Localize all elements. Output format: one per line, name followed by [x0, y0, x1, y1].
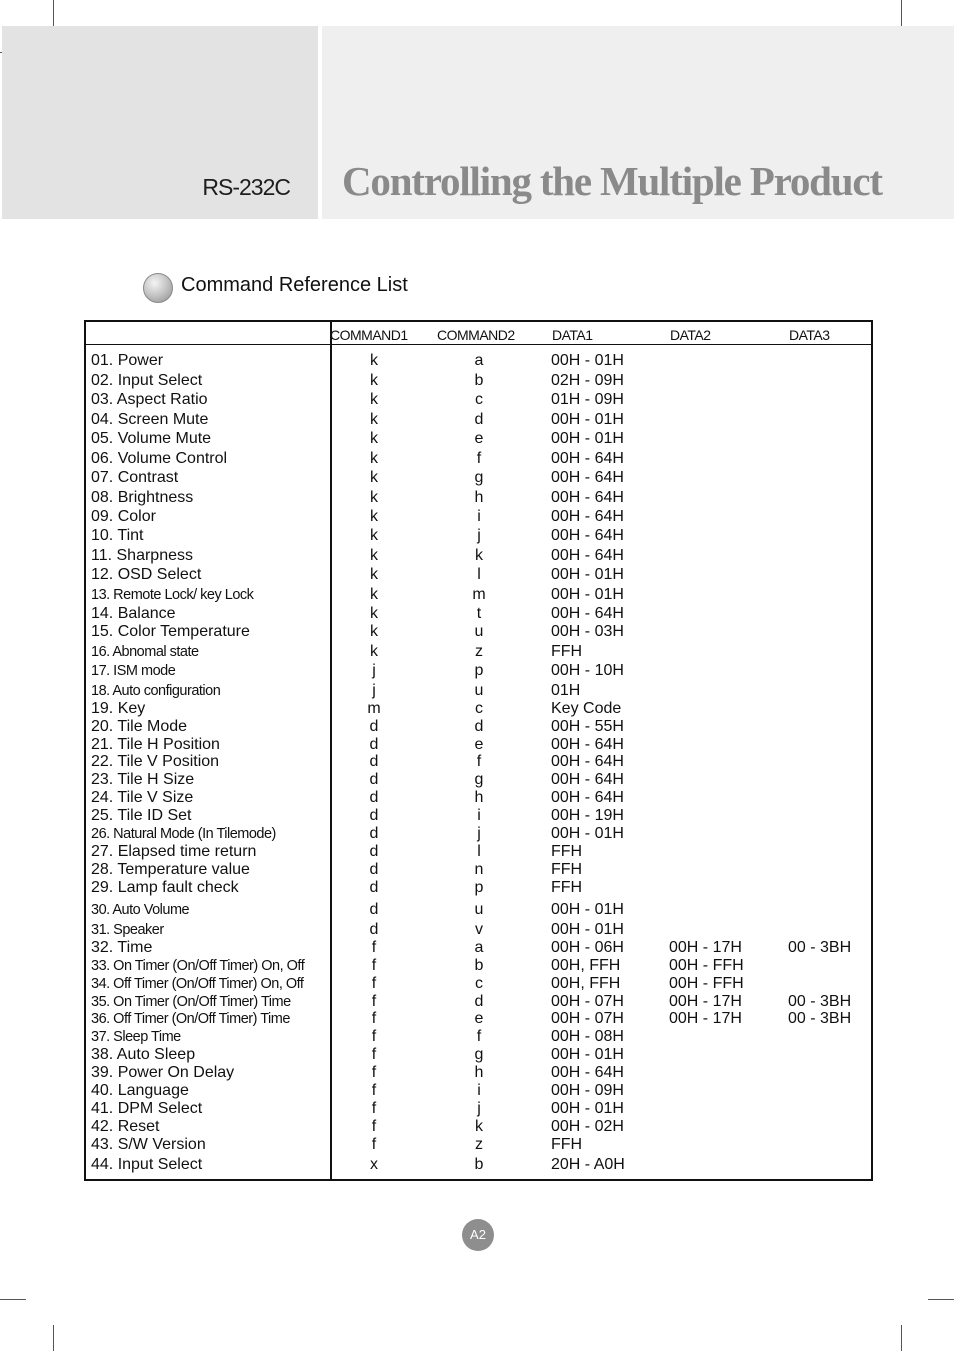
- header-divider: [86, 344, 871, 345]
- command2-value: k: [475, 1118, 483, 1135]
- data1-value: 00H - 64H: [551, 489, 624, 506]
- command1-value: k: [370, 489, 378, 506]
- data1-value: FFH: [551, 643, 583, 660]
- data1-value: 00H, FFH: [551, 957, 621, 974]
- data1-value: 00H - 07H: [551, 1010, 624, 1027]
- data1-value: FFH: [551, 861, 583, 878]
- command-name: 14. Balance: [91, 605, 176, 622]
- command-name: 36. Off Timer (On/Off Timer) Time: [91, 1011, 290, 1027]
- column-header-data2: DATA2: [670, 327, 711, 343]
- command2-value: f: [476, 753, 482, 770]
- crop-mark: [0, 1299, 26, 1300]
- data1-value: 00H - 64H: [551, 753, 624, 770]
- page-title: Controlling the Multiple Product: [342, 158, 882, 204]
- data2-value: 00H - 17H: [669, 993, 742, 1010]
- data1-value: 00H - 64H: [551, 771, 624, 788]
- command-name: 23. Tile H Size: [91, 771, 195, 788]
- command1-value: d: [369, 825, 379, 842]
- command2-value: k: [475, 547, 483, 564]
- command1-value: d: [369, 771, 379, 788]
- command2-value: l: [477, 566, 481, 583]
- command1-value: d: [369, 789, 379, 806]
- command1-value: f: [371, 1118, 377, 1135]
- command-name: 34. Off Timer (On/Off Timer) On, Off: [91, 976, 304, 992]
- command1-value: k: [370, 527, 378, 544]
- data1-value: FFH: [551, 879, 583, 896]
- crop-mark: [901, 0, 902, 26]
- command1-value: f: [371, 1046, 377, 1063]
- data1-value: 00H - 64H: [551, 736, 624, 753]
- data1-value: 00H - 55H: [551, 718, 624, 735]
- data2-value: 00H - 17H: [669, 939, 742, 956]
- command-name: 10. Tint: [91, 527, 144, 544]
- command1-value: d: [369, 753, 379, 770]
- command2-value: u: [474, 901, 484, 918]
- data1-value: 00H - 01H: [551, 352, 624, 369]
- command-name: 18. Auto configuration: [91, 683, 221, 699]
- command2-value: h: [474, 1064, 484, 1081]
- command1-value: k: [370, 372, 378, 389]
- data1-value: 00H - 64H: [551, 527, 624, 544]
- command-name: 15. Color Temperature: [91, 623, 250, 640]
- command1-value: f: [371, 975, 377, 992]
- data1-value: 00H - 01H: [551, 586, 624, 603]
- data1-value: 00H - 01H: [551, 1046, 624, 1063]
- command2-value: n: [474, 861, 484, 878]
- command2-value: i: [477, 1082, 481, 1099]
- command-name: 09. Color: [91, 508, 156, 525]
- command-name: 21. Tile H Position: [91, 736, 220, 753]
- command-name: 29. Lamp fault check: [91, 879, 239, 896]
- data1-value: Key Code: [551, 700, 622, 717]
- command-name: 06. Volume Control: [91, 450, 228, 467]
- command2-value: z: [475, 643, 483, 660]
- command2-value: h: [474, 789, 484, 806]
- data1-value: 00H - 10H: [551, 662, 624, 679]
- command2-value: j: [477, 825, 481, 842]
- command2-value: p: [474, 879, 484, 896]
- data1-value: 00H - 01H: [551, 901, 624, 918]
- command2-value: u: [474, 623, 484, 640]
- command1-value: d: [369, 807, 379, 824]
- command-name: 11. Sharpness: [91, 547, 193, 564]
- command-name: 41. DPM Select: [91, 1100, 203, 1117]
- column-divider: [330, 322, 332, 1179]
- command1-value: d: [369, 861, 379, 878]
- command1-value: k: [370, 430, 378, 447]
- command1-value: k: [370, 547, 378, 564]
- command2-value: d: [474, 411, 484, 428]
- header-left-panel: [2, 26, 318, 219]
- command1-value: d: [369, 843, 379, 860]
- command2-value: c: [475, 391, 483, 408]
- command2-value: e: [474, 736, 484, 753]
- command-name: 12. OSD Select: [91, 566, 202, 583]
- data1-value: 00H - 03H: [551, 623, 624, 640]
- command1-value: m: [367, 700, 381, 717]
- data1-value: 00H - 01H: [551, 430, 624, 447]
- command-name: 25. Tile ID Set: [91, 807, 192, 824]
- crop-mark: [53, 1325, 54, 1351]
- command2-value: t: [476, 605, 482, 622]
- column-header-data3: DATA3: [789, 327, 830, 343]
- command2-value: p: [474, 662, 484, 679]
- command1-value: d: [369, 921, 379, 938]
- command-table: [84, 320, 873, 1181]
- command-name: 16. Abnomal state: [91, 644, 199, 660]
- command1-value: k: [370, 643, 378, 660]
- data2-value: 00H - FFH: [669, 975, 744, 992]
- data1-value: FFH: [551, 1136, 583, 1153]
- command2-value: d: [474, 718, 484, 735]
- data1-value: 00H - 64H: [551, 469, 624, 486]
- crop-mark: [53, 0, 54, 26]
- command1-value: k: [370, 623, 378, 640]
- command2-value: i: [477, 508, 481, 525]
- data3-value: 00 - 3BH: [788, 939, 852, 956]
- command1-value: f: [371, 957, 377, 974]
- command2-value: g: [474, 469, 484, 486]
- command1-value: k: [370, 352, 378, 369]
- data1-value: 00H - 02H: [551, 1118, 624, 1135]
- command2-value: b: [474, 372, 484, 389]
- data1-value: 02H - 09H: [551, 372, 624, 389]
- command2-value: d: [474, 993, 484, 1010]
- header-right-panel: [322, 26, 954, 219]
- command2-value: a: [474, 939, 484, 956]
- command1-value: f: [371, 1028, 377, 1045]
- command1-value: f: [371, 1082, 377, 1099]
- command1-value: k: [370, 566, 378, 583]
- data1-value: 01H - 09H: [551, 391, 624, 408]
- crop-mark: [928, 1299, 954, 1300]
- command2-value: g: [474, 771, 484, 788]
- command-name: 33. On Timer (On/Off Timer) On, Off: [91, 958, 305, 974]
- data1-value: 00H - 64H: [551, 1064, 624, 1081]
- command2-value: j: [477, 1100, 481, 1117]
- command2-value: c: [475, 975, 483, 992]
- command-name: 03. Aspect Ratio: [91, 391, 208, 408]
- data1-value: 00H - 01H: [551, 921, 624, 938]
- command-name: 31. Speaker: [91, 922, 164, 938]
- command-name: 30. Auto Volume: [91, 902, 190, 918]
- command2-value: f: [476, 450, 482, 467]
- data1-value: 00H - 64H: [551, 508, 624, 525]
- command2-value: e: [474, 1010, 484, 1027]
- command2-value: e: [474, 430, 484, 447]
- data1-value: FFH: [551, 843, 583, 860]
- command2-value: v: [475, 921, 483, 938]
- command-name: 24. Tile V Size: [91, 789, 194, 806]
- data1-value: 00H - 64H: [551, 789, 624, 806]
- command-name: 39. Power On Delay: [91, 1064, 235, 1081]
- data1-value: 00H - 01H: [551, 566, 624, 583]
- command-name: 43. S/W Version: [91, 1136, 206, 1153]
- command-name: 02. Input Select: [91, 372, 203, 389]
- data1-value: 00H - 64H: [551, 450, 624, 467]
- bullet-icon: [143, 273, 173, 303]
- command1-value: d: [369, 901, 379, 918]
- command-name: 01. Power: [91, 352, 164, 369]
- command1-value: k: [370, 411, 378, 428]
- subheading-text: Command Reference List: [181, 274, 408, 296]
- command-name: 28. Temperature value: [91, 861, 250, 878]
- command1-value: k: [370, 605, 378, 622]
- command2-value: g: [474, 1046, 484, 1063]
- command-name: 07. Contrast: [91, 469, 179, 486]
- command-name: 26. Natural Mode (In Tilemode): [91, 826, 276, 842]
- command-name: 37. Sleep Time: [91, 1029, 181, 1045]
- command1-value: j: [372, 662, 376, 679]
- column-header-command1: COMMAND1: [330, 327, 408, 343]
- command2-value: b: [474, 957, 484, 974]
- command-name: 38. Auto Sleep: [91, 1046, 196, 1063]
- command-name: 17. ISM mode: [91, 663, 176, 679]
- command1-value: f: [371, 1100, 377, 1117]
- command1-value: k: [370, 391, 378, 408]
- command-name: 32. Time: [91, 939, 153, 956]
- command1-value: f: [371, 939, 377, 956]
- data1-value: 01H: [551, 682, 581, 699]
- column-header-data1: DATA1: [552, 327, 593, 343]
- data3-value: 00 - 3BH: [788, 993, 852, 1010]
- command1-value: d: [369, 879, 379, 896]
- data1-value: 00H - 09H: [551, 1082, 624, 1099]
- command-name: 22. Tile V Position: [91, 753, 220, 770]
- data1-value: 00H - 01H: [551, 1100, 624, 1117]
- command1-value: x: [370, 1156, 378, 1173]
- command1-value: k: [370, 508, 378, 525]
- command1-value: f: [371, 1064, 377, 1081]
- command-name: 20. Tile Mode: [91, 718, 188, 735]
- command2-value: u: [474, 682, 484, 699]
- command-name: 42. Reset: [91, 1118, 160, 1135]
- command-name: 04. Screen Mute: [91, 411, 209, 428]
- command2-value: h: [474, 489, 484, 506]
- data1-value: 20H - A0H: [551, 1156, 625, 1173]
- command1-value: f: [371, 993, 377, 1010]
- command1-value: k: [370, 450, 378, 467]
- command2-value: m: [472, 586, 486, 603]
- command1-value: f: [371, 1010, 377, 1027]
- command2-value: a: [474, 352, 484, 369]
- data1-value: 00H - 19H: [551, 807, 624, 824]
- command-name: 40. Language: [91, 1082, 189, 1099]
- data2-value: 00H - FFH: [669, 957, 744, 974]
- command2-value: b: [474, 1156, 484, 1173]
- command2-value: f: [476, 1028, 482, 1045]
- command-name: 35. On Timer (On/Off Timer) Time: [91, 994, 291, 1010]
- command-name: 13. Remote Lock/ key Lock: [91, 587, 254, 603]
- command2-value: i: [477, 807, 481, 824]
- section-label: RS-232C: [202, 174, 290, 200]
- data1-value: 00H - 64H: [551, 547, 624, 564]
- command1-value: k: [370, 586, 378, 603]
- data1-value: 00H - 01H: [551, 825, 624, 842]
- command2-value: l: [477, 843, 481, 860]
- data2-value: 00H - 17H: [669, 1010, 742, 1027]
- command1-value: j: [372, 682, 376, 699]
- column-header-command2: COMMAND2: [437, 327, 515, 343]
- data1-value: 00H - 08H: [551, 1028, 624, 1045]
- data1-value: 00H - 07H: [551, 993, 624, 1010]
- command1-value: k: [370, 469, 378, 486]
- command2-value: j: [477, 527, 481, 544]
- command1-value: f: [371, 1136, 377, 1153]
- data1-value: 00H, FFH: [551, 975, 621, 992]
- data1-value: 00H - 06H: [551, 939, 624, 956]
- command2-value: c: [475, 700, 483, 717]
- data1-value: 00H - 01H: [551, 411, 624, 428]
- data3-value: 00 - 3BH: [788, 1010, 852, 1027]
- command-name: 08. Brightness: [91, 489, 194, 506]
- command-name: 19. Key: [91, 700, 146, 717]
- page-number: A2: [462, 1219, 494, 1251]
- command1-value: d: [369, 718, 379, 735]
- command-name: 05. Volume Mute: [91, 430, 212, 447]
- command1-value: d: [369, 736, 379, 753]
- command-name: 27. Elapsed time return: [91, 843, 257, 860]
- data1-value: 00H - 64H: [551, 605, 624, 622]
- command2-value: z: [475, 1136, 483, 1153]
- crop-mark: [901, 1325, 902, 1351]
- command-name: 44. Input Select: [91, 1156, 203, 1173]
